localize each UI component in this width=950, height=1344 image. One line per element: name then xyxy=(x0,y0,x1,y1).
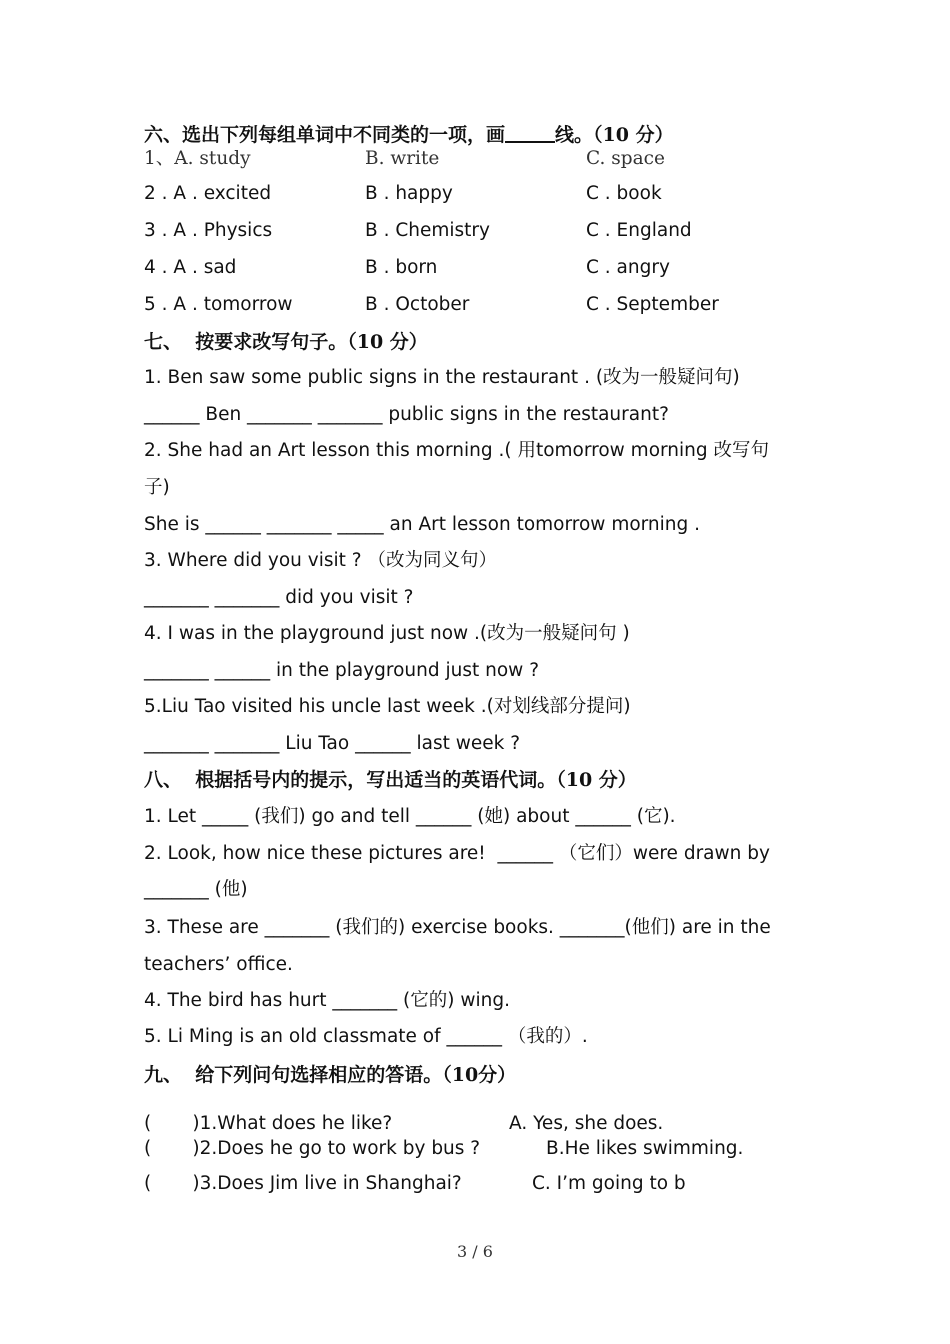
section-6-heading xyxy=(144,120,674,147)
s9-question-1: ( )1.What does he like? xyxy=(144,1113,393,1134)
s7-line-5: She is ______ _______ _____ an Art lesson tomorrow morning . xyxy=(144,514,701,535)
section-6-heading-score: 线。（10 分） xyxy=(555,124,674,146)
section-8-heading: 八、 根据括号内的提示，写出适当的英语代词。（10 分） xyxy=(144,769,637,791)
s7-line-2: ______ Ben _______ _______ public signs in the restaurant? xyxy=(144,404,669,425)
section-6-heading-text: 六、选出下列每组单词中不同类的一项，画 xyxy=(144,124,506,146)
option-1b: B. write xyxy=(365,148,440,169)
option-2c: C . book xyxy=(586,183,662,204)
option-5a: 5 . A . tomorrow xyxy=(144,294,293,315)
s7-line-7: _______ _______ did you visit ? xyxy=(144,587,414,608)
s7-line-1: 1. Ben saw some public signs in the restaurant . (改为一般疑问句) xyxy=(144,367,740,388)
s8-line-6: 4. The bird has hurt _______ (它的) wing. xyxy=(144,990,510,1011)
option-5c: C . September xyxy=(586,294,719,315)
option-1c: C. space xyxy=(586,148,665,169)
s7-line-4: 子) xyxy=(144,477,170,498)
underline-mark xyxy=(505,123,555,143)
s7-line-3: 2. She had an Art lesson this morning .( 用tomorrow morning 改写句 xyxy=(144,440,770,461)
s8-line-7: 5. Li Ming is an old classmate of ______ （我的）. xyxy=(144,1026,588,1047)
s8-line-2: 2. Look, how nice these pictures are! ______ （它们）were drawn by xyxy=(144,843,770,864)
option-2b: B . happy xyxy=(365,183,453,204)
s8-line-4: 3. These are _______ (我们的) exercise books. _______(他们) are in the xyxy=(144,917,771,938)
section-9-heading: 九、 给下列问句选择相应的答语。（10分） xyxy=(144,1064,517,1086)
s8-line-5: teachers’ office. xyxy=(144,954,293,975)
s7-line-8: 4. I was in the playground just now .(改为一般疑问句 ) xyxy=(144,623,630,644)
s7-line-9: _______ ______ in the playground just now ? xyxy=(144,660,540,681)
s8-line-3: _______ (他) xyxy=(144,879,248,900)
page-number: 3 / 6 xyxy=(457,1242,493,1261)
option-1a: 1、A. study xyxy=(144,148,251,169)
s9-answer-b: B.He likes swimming. xyxy=(546,1138,744,1159)
option-4b: B . born xyxy=(365,257,438,278)
option-2a: 2 . A . excited xyxy=(144,183,272,204)
s9-answer-c: C. I’m going to b xyxy=(532,1173,686,1194)
s7-line-11: _______ _______ Liu Tao ______ last week ? xyxy=(144,733,521,754)
section-7-heading: 七、 按要求改写句子。（10 分） xyxy=(144,331,428,353)
s9-question-2: ( )2.Does he go to work by bus ? xyxy=(144,1138,481,1159)
s8-line-1: 1. Let _____ (我们) go and tell ______ (她) about ______ (它). xyxy=(144,806,676,827)
option-3a: 3 . A . Physics xyxy=(144,220,273,241)
option-3b: B . Chemistry xyxy=(365,220,490,241)
s9-question-3: ( )3.Does Jim live in Shanghai? xyxy=(144,1173,462,1194)
option-5b: B . October xyxy=(365,294,470,315)
option-3c: C . England xyxy=(586,220,692,241)
s9-answer-a: A. Yes, she does. xyxy=(509,1113,664,1134)
s7-line-6: 3. Where did you visit ? （改为同义句） xyxy=(144,550,497,571)
s7-line-10: 5.Liu Tao visited his uncle last week .(对划线部分提问) xyxy=(144,696,631,717)
option-4a: 4 . A . sad xyxy=(144,257,237,278)
option-4c: C . angry xyxy=(586,257,670,278)
